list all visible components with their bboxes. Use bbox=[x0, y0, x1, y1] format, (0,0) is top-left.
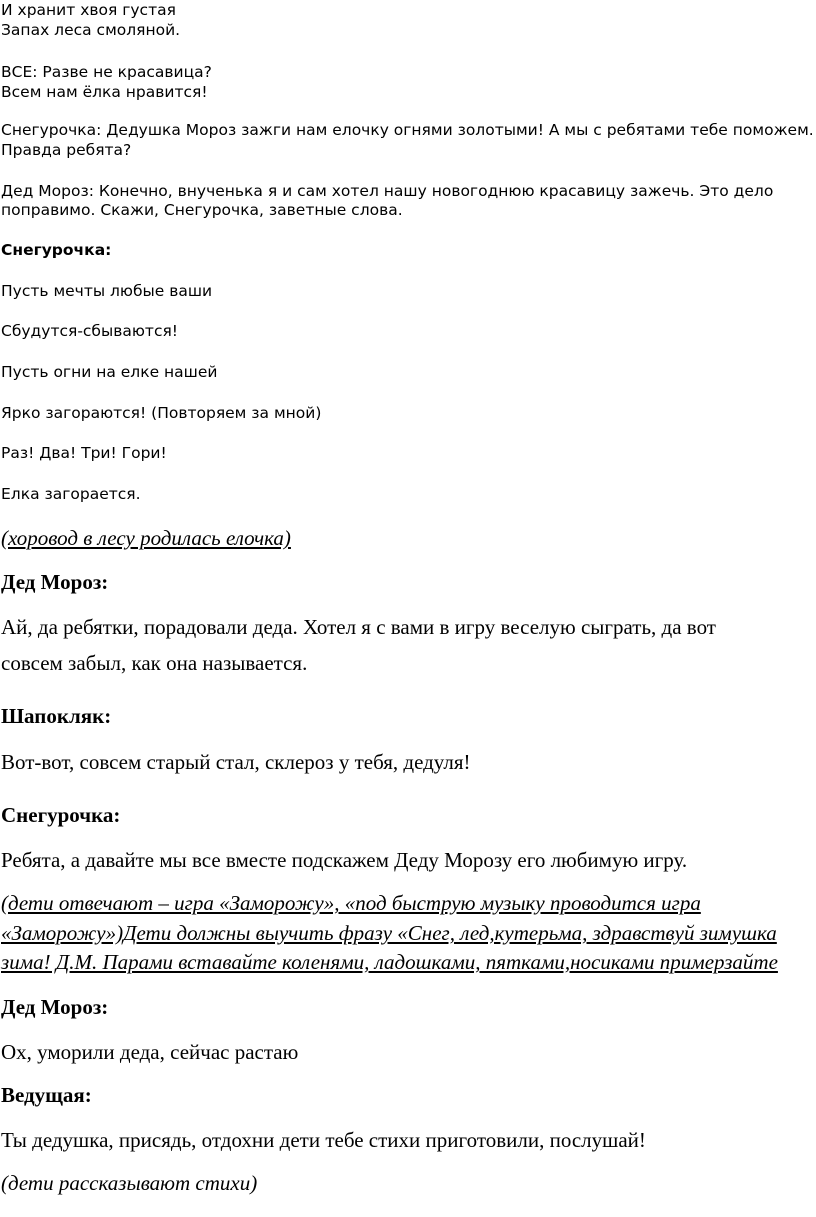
ded-moroz-speech-line1: Дед Мороз: Конечно, внученька я и сам хотел нашу новогоднюю красавицу зажечь. Это дело bbox=[1, 182, 774, 200]
direction-khorovod: (хоровод в лесу родилась елочка) bbox=[1, 526, 291, 550]
shapoklyak-text: Вот-вот, совсем старый стал, склероз у тебя, дедуля! bbox=[1, 750, 471, 774]
spell-line: Раз! Два! Три! Гори! bbox=[1, 444, 167, 462]
direction-game-line1: (дети отвечают – игра «Заморожу», «под быструю музыку проводится игра bbox=[1, 891, 701, 915]
spell-line: Ярко загораются! (Повторяем за мной) bbox=[1, 404, 322, 422]
ded-moroz-text-1-line1: Ай, да ребятки, порадовали деда. Хотел я с вами в игру веселую сыграть, да вот bbox=[1, 615, 716, 639]
verse1-line2: Запах леса смоляной. bbox=[1, 21, 181, 39]
snegurochka-heading: Снегурочка: bbox=[1, 241, 112, 259]
ded-moroz-heading-2: Дед Мороз: bbox=[1, 995, 109, 1019]
snegurochka-speech-line2: Правда ребята? bbox=[1, 141, 132, 159]
ded-moroz-text-1-line2: совсем забыл, как она называется. bbox=[1, 651, 308, 675]
spell-line: Сбудутся-сбываются! bbox=[1, 322, 179, 340]
direction-game-line2: «Заморожу»)Дети должны выучить фразу «Снег, лед,кутерьма, здравствуй зимушка bbox=[1, 921, 777, 945]
snegurochka-heading-2: Снегурочка: bbox=[1, 803, 121, 827]
verse2-line2: Всем нам ёлка нравится! bbox=[1, 83, 208, 101]
direction-game-line3: зима! Д.М. Парами вставайте коленями, ладошками, пятками,носиками примерзайте bbox=[1, 950, 778, 974]
spell-line: Елка загорается. bbox=[1, 485, 141, 503]
direction-poems: (дети рассказывают стихи) bbox=[1, 1171, 258, 1195]
host-text: Ты дедушка, присядь, отдохни дети тебе стихи приготовили, послушай! bbox=[1, 1128, 646, 1152]
snegurochka-speech-line1: Снегурочка: Дедушка Мороз зажги нам елочку огнями золотыми! А мы с ребятами тебе поможем. bbox=[1, 121, 814, 139]
ded-moroz-heading-1: Дед Мороз: bbox=[1, 570, 109, 594]
host-heading: Ведущая: bbox=[1, 1083, 92, 1107]
ded-moroz-text-2: Ох, уморили деда, сейчас растаю bbox=[1, 1040, 299, 1064]
verse1-line1: И хранит хвоя густая bbox=[1, 1, 176, 19]
ded-moroz-speech-line2: поправимо. Скажи, Снегурочка, заветные слова. bbox=[1, 201, 403, 219]
spell-line: Пусть мечты любые ваши bbox=[1, 282, 213, 300]
spell-line: Пусть огни на елке нашей bbox=[1, 363, 218, 381]
shapoklyak-heading: Шапокляк: bbox=[1, 704, 112, 728]
verse2-line1: ВСЕ: Разве не красавица? bbox=[1, 63, 212, 81]
snegurochka-text-2: Ребята, а давайте мы все вместе подскажем Деду Морозу его любимую игру. bbox=[1, 848, 688, 872]
